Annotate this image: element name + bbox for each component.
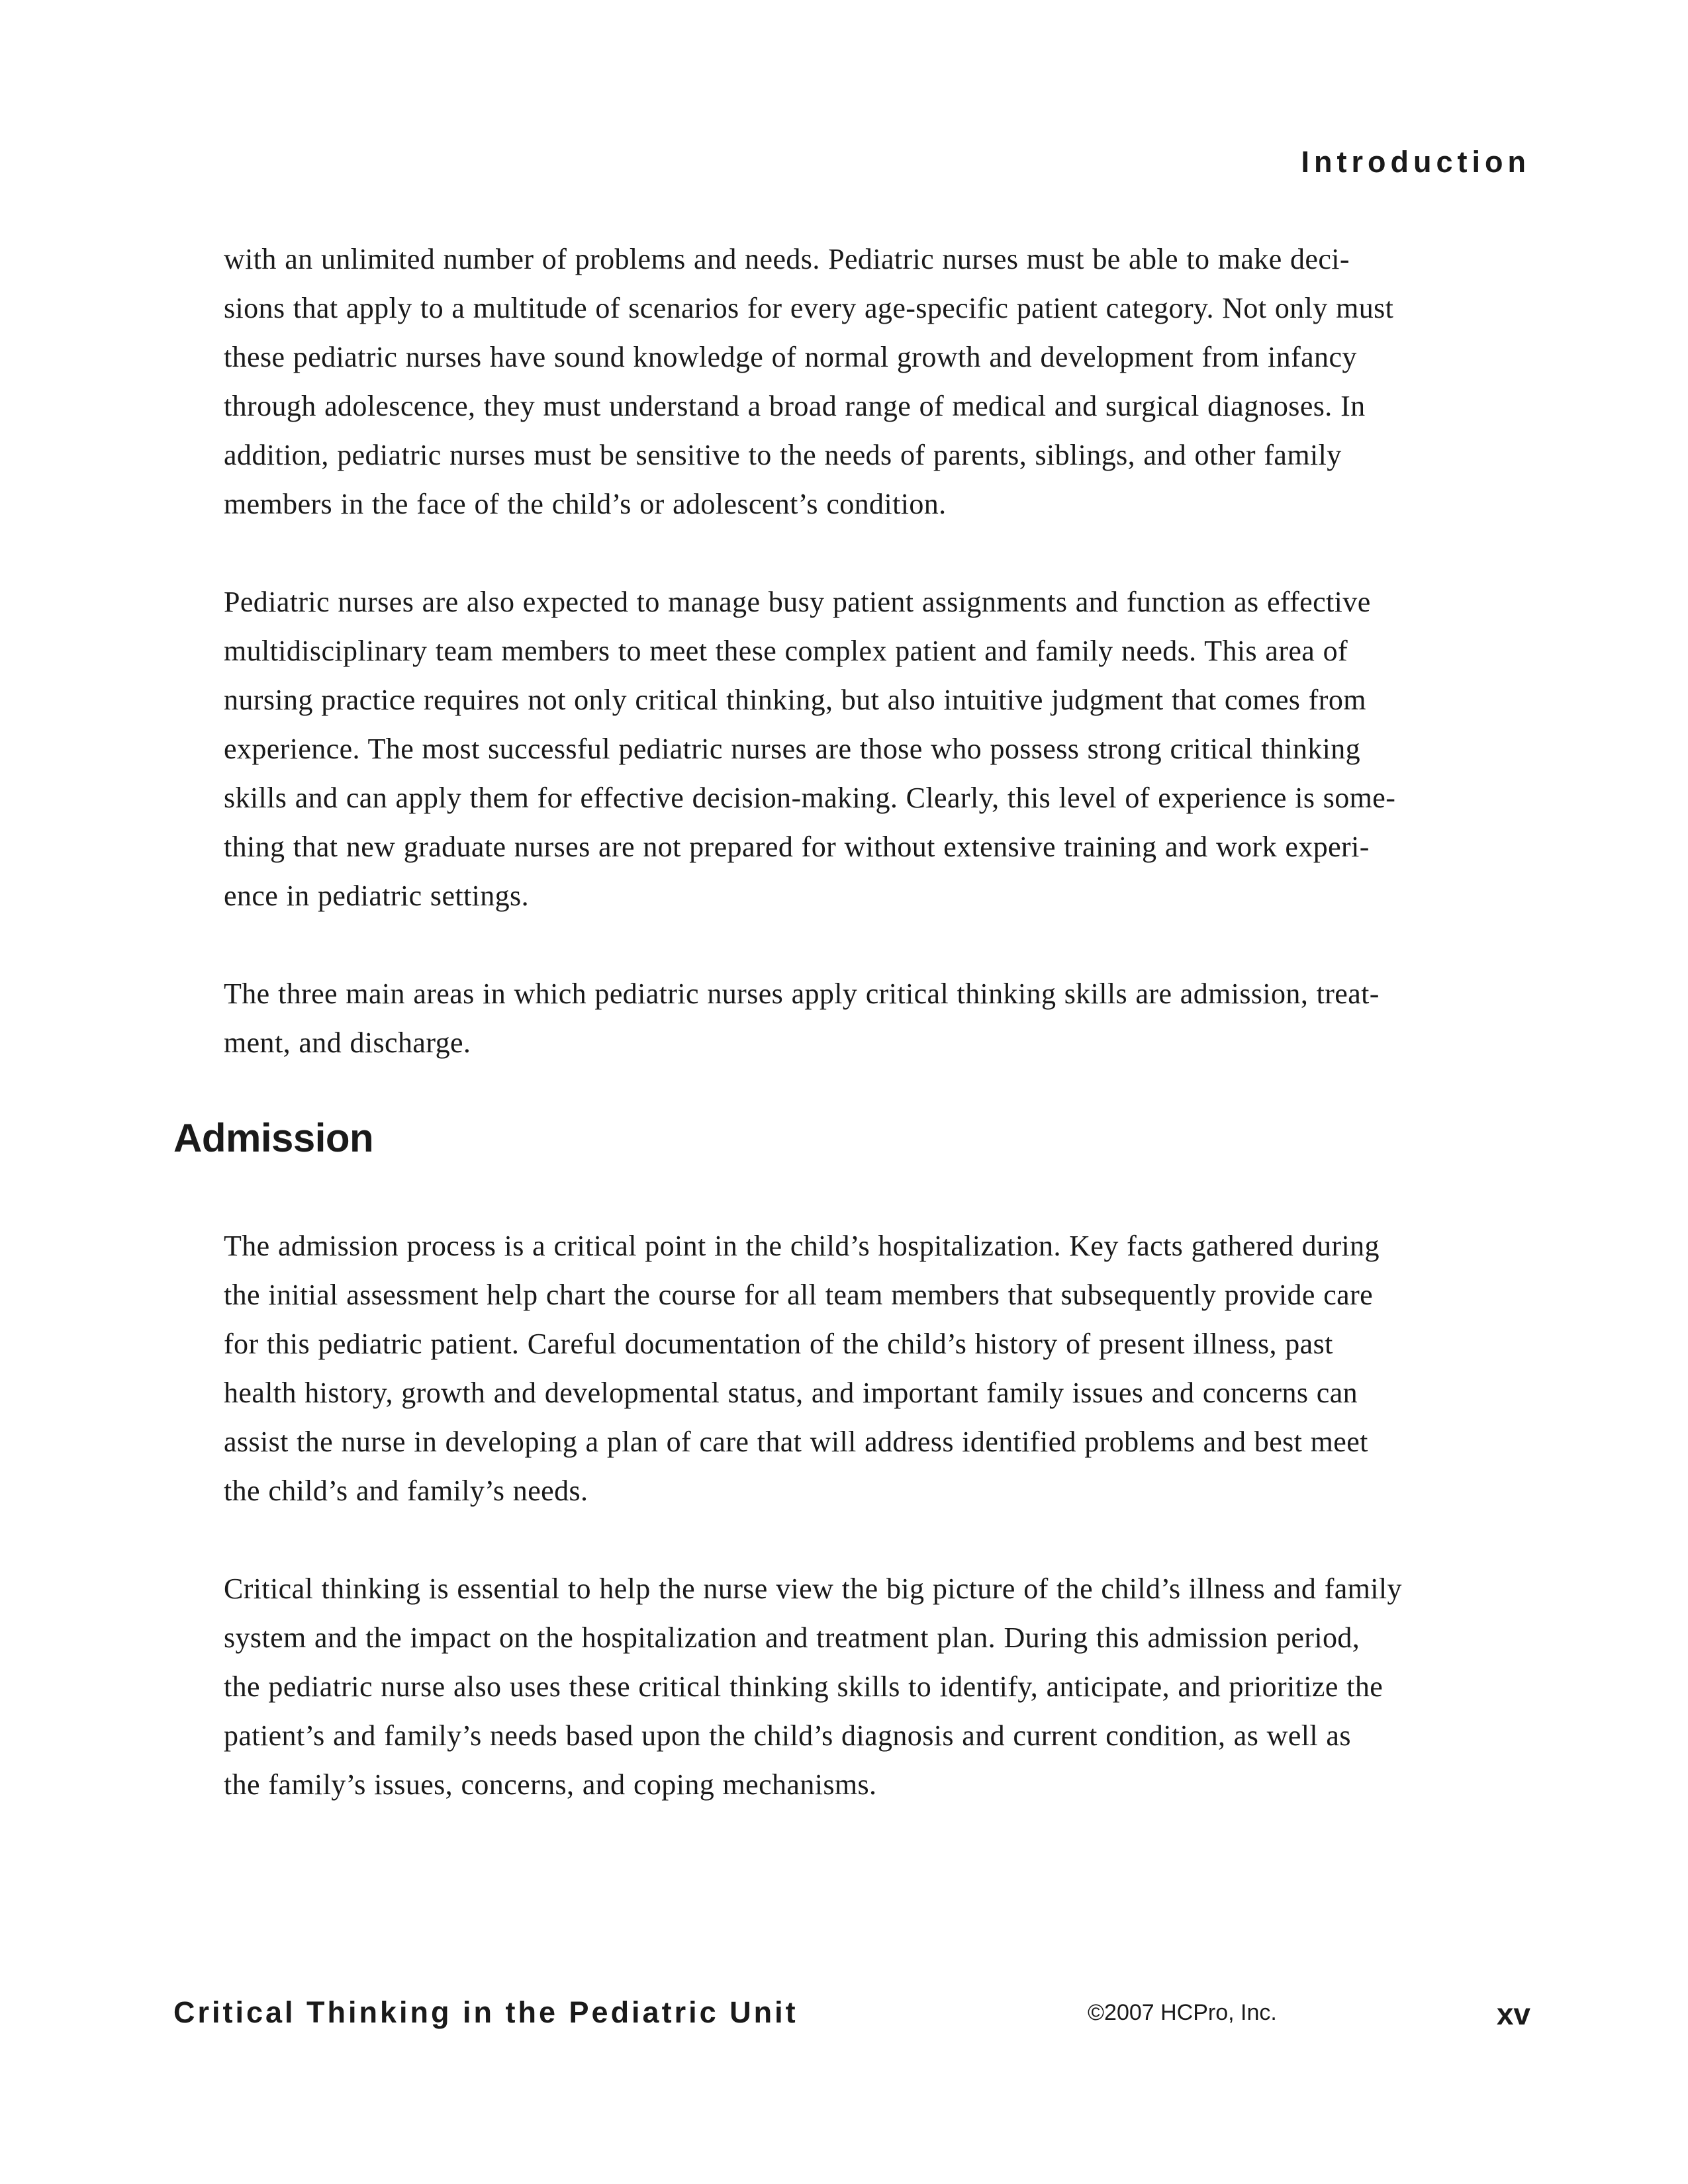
admission-paragraph-1 <box>224 1222 1501 1516</box>
text-line: addition, pediatric nurses must be sensitive to the needs of parents, siblings, and other family <box>224 439 1342 471</box>
text-line: The admission process is a critical point in the child’s hospitalization. Key facts gathered during <box>224 1230 1380 1262</box>
text-line: ment, and discharge. <box>224 1026 471 1059</box>
text-line: ence in pediatric settings. <box>224 880 529 912</box>
intro-paragraph-3 <box>224 970 1501 1068</box>
text-line: the family’s issues, concerns, and coping mechanisms. <box>224 1768 877 1801</box>
intro-paragraph-1 <box>224 235 1501 529</box>
text-line: with an unlimited number of problems and needs. Pediatric nurses must be able to make deci- <box>224 243 1350 275</box>
text-line: assist the nurse in developing a plan of care that will address identified problems and best meet <box>224 1426 1368 1458</box>
intro-paragraph-2 <box>224 578 1501 921</box>
section-heading-admission: Admission <box>173 1116 374 1160</box>
text-line: experience. The most successful pediatric nurses are those who possess strong critical thinking <box>224 733 1361 765</box>
footer-copyright: ©2007 HCPro, Inc. <box>1088 2000 1277 2025</box>
admission-paragraph-2 <box>224 1565 1501 1809</box>
text-line: the child’s and family’s needs. <box>224 1475 588 1507</box>
text-line: patient’s and family’s needs based upon the child’s diagnosis and current condition, as well as <box>224 1719 1351 1752</box>
text-line: multidisciplinary team members to meet these complex patient and family needs. This area of <box>224 635 1348 667</box>
footer-book-title: Critical Thinking in the Pediatric Unit <box>173 1995 798 2029</box>
text-line: Critical thinking is essential to help the nurse view the big picture of the child’s illness and family <box>224 1572 1402 1605</box>
text-line: sions that apply to a multitude of scenarios for every age-specific patient category. Not only must <box>224 292 1394 324</box>
text-line: Pediatric nurses are also expected to manage busy patient assignments and function as effective <box>224 586 1371 618</box>
text-line: The three main areas in which pediatric nurses apply critical thinking skills are admission, treat- <box>224 978 1380 1010</box>
text-line: nursing practice requires not only critical thinking, but also intuitive judgment that comes from <box>224 684 1366 716</box>
text-line: members in the face of the child’s or adolescent’s condition. <box>224 488 947 520</box>
running-head: Introduction <box>1301 145 1530 179</box>
text-line: through adolescence, they must understand a broad range of medical and surgical diagnoses. In <box>224 390 1366 422</box>
intro-text <box>224 235 1501 1116</box>
admission-text <box>224 1222 1501 1858</box>
text-line: the initial assessment help chart the course for all team members that subsequently provide care <box>224 1279 1374 1311</box>
text-line: skills and can apply them for effective decision-making. Clearly, this level of experience is some- <box>224 782 1396 814</box>
text-line: the pediatric nurse also uses these critical thinking skills to identify, anticipate, and prioritize the <box>224 1670 1383 1703</box>
text-line: these pediatric nurses have sound knowledge of normal growth and development from infancy <box>224 341 1357 373</box>
text-line: system and the impact on the hospitalization and treatment plan. During this admission period, <box>224 1621 1360 1654</box>
text-line: health history, growth and developmental status, and important family issues and concerns can <box>224 1377 1358 1409</box>
text-line: for this pediatric patient. Careful documentation of the child’s history of present illness, past <box>224 1328 1333 1360</box>
page-number: xv <box>1496 1997 1530 2031</box>
text-line: thing that new graduate nurses are not prepared for without extensive training and work experi- <box>224 831 1370 863</box>
